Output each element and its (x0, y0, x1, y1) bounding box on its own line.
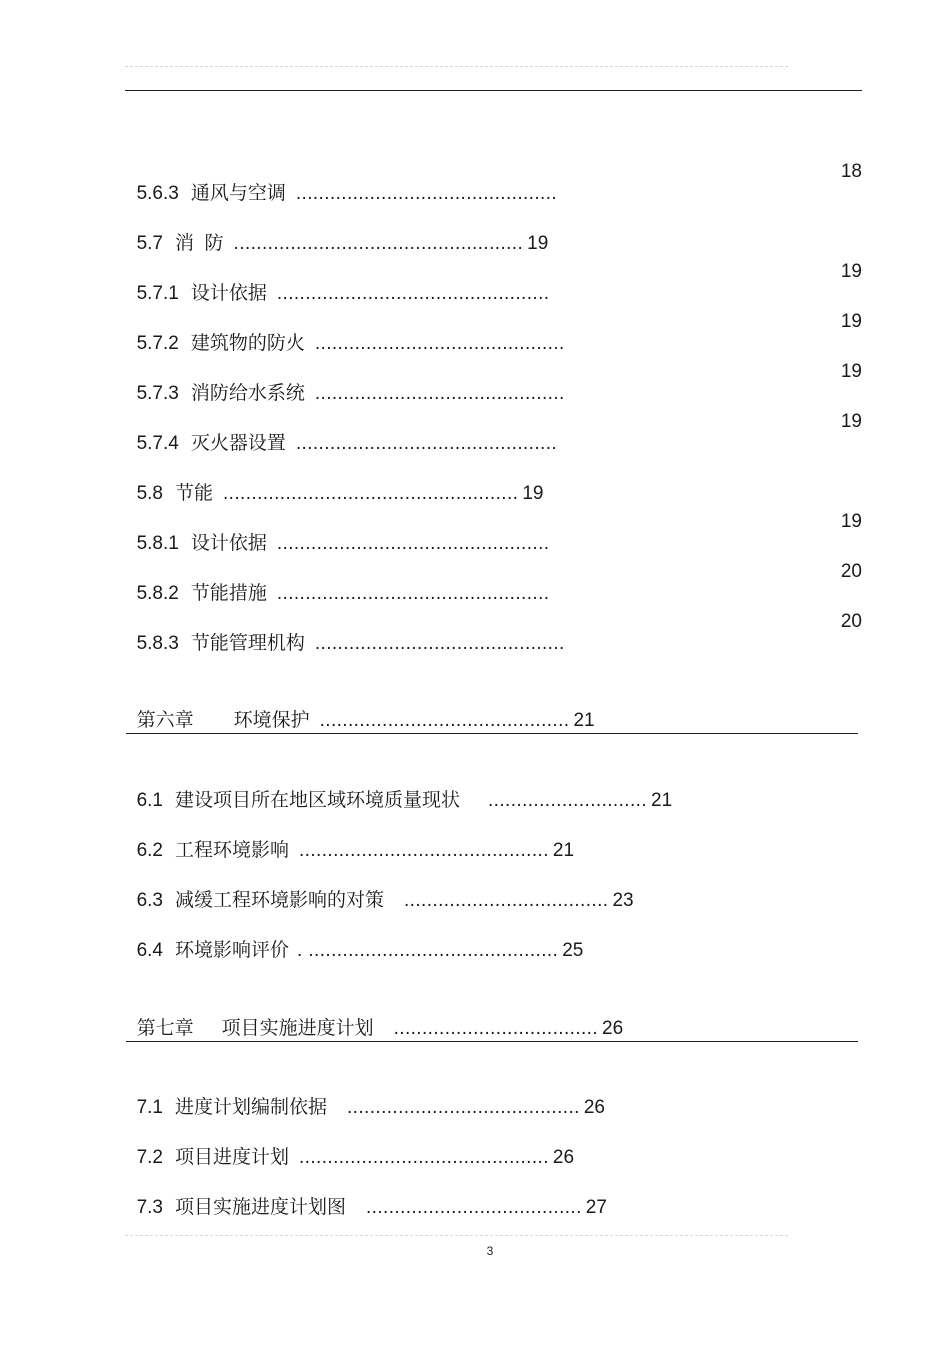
toc-entry-number: 5.8.3 (136, 633, 179, 654)
toc-leader-dots: ......................................... (347, 1097, 580, 1118)
toc-entry[interactable] (126, 411, 557, 455)
toc-leader-dots: ............................................ (299, 840, 549, 861)
toc-entry-title: 设计依据 (190, 533, 267, 554)
header-dashed-line (125, 66, 788, 67)
toc-entry[interactable] (126, 211, 548, 255)
toc-entry[interactable] (126, 311, 565, 355)
toc-entry-number: 5.7.3 (136, 383, 179, 404)
toc-entry-title: 节能 (174, 483, 213, 504)
toc-entry-title: 节能措施 (190, 583, 267, 604)
toc-entry-page: 19 (840, 361, 862, 382)
toc-leader-dots: .............................................. (295, 433, 558, 454)
chapter-title: 项目实施进度计划 (221, 1018, 374, 1039)
toc-entry[interactable] (126, 818, 574, 862)
toc-entry-title: 建筑物的防火 (190, 333, 305, 354)
toc-entry-title: 项目进度计划 (174, 1147, 289, 1168)
toc-entry-number: 6.2 (136, 840, 163, 861)
toc-entry[interactable] (126, 511, 549, 555)
toc-leader-dots: ................................................ (276, 533, 550, 554)
toc-leader-dots: .................................... (404, 890, 609, 911)
toc-leader-dots: ............................ (488, 790, 648, 811)
toc-entry-title: 设计依据 (190, 283, 267, 304)
toc-entry-title: 消 防 (174, 233, 224, 254)
toc-entry-number: 5.8 (136, 483, 163, 504)
toc-entry[interactable] (126, 611, 565, 655)
toc-leader-dots: ............................................ (319, 710, 570, 731)
toc-chapter-heading[interactable] (126, 996, 858, 1042)
toc-entry-number: 5.7 (136, 233, 163, 254)
toc-entry-title: 灭火器设置 (190, 433, 286, 454)
chapter-label: 第六章 (136, 710, 194, 731)
toc-entry-page: 27 (585, 1197, 607, 1218)
toc-entry-number: 6.1 (136, 790, 163, 811)
toc-entry-number: 5.7.1 (136, 283, 179, 304)
toc-entry[interactable] (126, 161, 557, 205)
toc-entry-page: 26 (552, 1147, 575, 1168)
toc-entry[interactable] (126, 1175, 607, 1219)
toc-entry-number: 5.7.2 (136, 333, 179, 354)
toc-entry-number: 5.6.3 (136, 183, 179, 204)
toc-leader-dots: .................................................... (223, 483, 519, 504)
toc-leader-dots: . ............................................ (297, 940, 559, 961)
toc-entry-title: 进度计划编制依据 (174, 1097, 327, 1118)
toc-entry[interactable] (126, 1125, 574, 1169)
toc-entry-number: 7.3 (136, 1197, 163, 1218)
toc-entry-title: 项目实施进度计划图 (174, 1197, 346, 1218)
toc-entry-number: 6.4 (136, 940, 163, 961)
toc-entry[interactable] (126, 868, 634, 912)
toc-entry[interactable] (126, 261, 549, 305)
toc-chapter-heading[interactable] (126, 688, 858, 734)
toc-leader-dots: ............................................ (299, 1147, 549, 1168)
toc-entry-page: 23 (612, 890, 634, 911)
toc-entry-title: 节能管理机构 (190, 633, 305, 654)
toc-entry-page: 18 (840, 161, 862, 182)
toc-leader-dots: ............................................ (314, 383, 565, 404)
header-rule (125, 90, 862, 91)
toc-entry-page: 19 (527, 233, 549, 254)
chapter-page: 21 (573, 710, 595, 731)
toc-entry-page: 20 (840, 561, 862, 582)
toc-entry[interactable] (126, 361, 565, 405)
toc-entry-number: 7.1 (136, 1097, 163, 1118)
toc-entry-number: 7.2 (136, 1147, 163, 1168)
toc-entry-title: 建设项目所在地区域环境质量现状 (174, 790, 460, 811)
toc-entry-page: 19 (840, 311, 862, 332)
toc-entry-title: 工程环境影响 (174, 840, 289, 861)
toc-entry[interactable] (126, 461, 543, 505)
toc-entry[interactable] (126, 561, 549, 605)
toc-entry-page: 19 (522, 483, 544, 504)
toc-leader-dots: ................................................... (233, 233, 524, 254)
toc-leader-dots: ................................................ (276, 583, 550, 604)
toc-entry-title: 环境影响评价 (174, 940, 289, 961)
toc-leader-dots: .................................... (393, 1018, 599, 1039)
toc-entry-page: 25 (562, 940, 584, 961)
page-number: 3 (486, 1244, 494, 1258)
toc-leader-dots: ............................................ (314, 633, 565, 654)
toc-entry-page: 20 (840, 611, 862, 632)
toc-entry-title: 减缓工程环境影响的对策 (174, 890, 384, 911)
chapter-title: 环境保护 (233, 710, 310, 731)
toc-entry-title: 通风与空调 (190, 183, 286, 204)
toc-entry-page: 21 (552, 840, 575, 861)
toc-entry-page: 19 (840, 261, 862, 282)
toc-leader-dots: ............................................ (314, 333, 565, 354)
toc-entry-number: 5.8.2 (136, 583, 179, 604)
toc-entry-number: 6.3 (136, 890, 163, 911)
chapter-page: 26 (602, 1018, 624, 1039)
toc-entry[interactable] (126, 918, 583, 962)
toc-entry-page: 26 (583, 1097, 605, 1118)
footer-dashed-line (125, 1235, 788, 1236)
toc-entry-number: 5.8.1 (136, 533, 179, 554)
toc-leader-dots: .............................................. (295, 183, 558, 204)
chapter-label: 第七章 (136, 1018, 194, 1039)
toc-entry-number: 5.7.4 (136, 433, 179, 454)
toc-leader-dots: ................................................ (276, 283, 550, 304)
toc-leader-dots: ...................................... (366, 1197, 582, 1218)
toc-entry-title: 消防给水系统 (190, 383, 305, 404)
toc-entry-page: 21 (651, 790, 673, 811)
toc-entry[interactable] (126, 768, 672, 812)
toc-entry-page: 19 (840, 511, 862, 532)
toc-entry[interactable] (126, 1075, 605, 1119)
toc-entry-page: 19 (840, 411, 862, 432)
